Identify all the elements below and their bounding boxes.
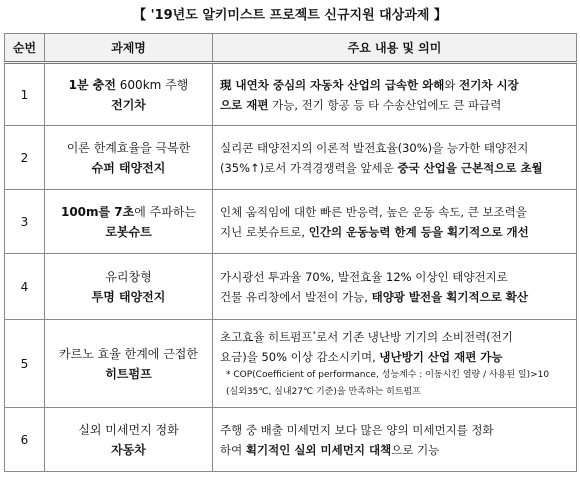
name-part: 로봇슈트: [105, 224, 152, 239]
desc-part: 로서 기존 냉난방 기기의 소비전력(전기: [316, 329, 513, 344]
table-header-row: [5, 34, 577, 63]
desc-part: 전기차 시장: [459, 77, 519, 92]
project-name: [45, 408, 213, 472]
table-row: [5, 190, 577, 254]
desc-part: 인체 움직임에 대한 빠른 반응력, 높은 운동 속도, 큰 보조력을: [220, 204, 527, 219]
project-name: [45, 63, 213, 126]
project-name: [45, 190, 213, 254]
desc-part: 가능, 전기 항공 등 타 수송산업에도 큰 파급력: [268, 97, 502, 112]
desc-part: 와: [444, 77, 460, 92]
project-table: [4, 33, 577, 472]
project-description: [213, 320, 577, 408]
desc-part: (35%↑)로서 가격경쟁력을 앞세운: [220, 160, 398, 175]
name-part: 이론 한계효율을 극복한: [66, 140, 191, 155]
desc-part: 실리콘 태양전지의 이론적 발전효율(30%)을 능가한 태양전지: [220, 140, 529, 155]
desc-part: 건물 유리창에서 발전이 가능,: [220, 289, 372, 304]
table-row: [5, 408, 577, 472]
project-description: [213, 126, 577, 190]
desc-part: 지닌 로봇슈트로,: [220, 224, 309, 239]
name-part: 600km 주행: [115, 77, 189, 92]
row-number: 1: [5, 63, 45, 126]
row-number: 4: [5, 254, 45, 320]
name-part: 유리창형: [105, 269, 152, 284]
desc-part: 으로 기능: [391, 442, 440, 457]
header-name: 과제명: [45, 34, 213, 63]
name-part: 실외 미세먼지 정화: [78, 422, 179, 437]
name-part: 카르노 효율 한계에 근접한: [59, 346, 198, 361]
row-number: 5: [5, 320, 45, 408]
project-name: [45, 254, 213, 320]
table-row: [5, 126, 577, 190]
footnote-line: * COP(Coefficient of performance, 성능계수 : 이동시킨 열량 / 사용된 일)>10: [226, 369, 550, 380]
header-desc: 주요 내용 및 의미: [213, 34, 577, 63]
name-part: 히트펌프: [105, 366, 152, 381]
row-number: 6: [5, 408, 45, 472]
document-title: 【 '19년도 알키미스트 프로젝트 신규지원 대상과제 】: [133, 8, 447, 23]
project-name: [45, 320, 213, 408]
desc-part: 하여: [220, 442, 246, 457]
row-number: 3: [5, 190, 45, 254]
project-description: [213, 63, 577, 126]
name-part: 에 주파하는: [134, 204, 197, 219]
desc-part: 주행 중 배출 미세먼지 보다 많은 양의 미세먼지를 정화: [220, 422, 494, 437]
project-description: [213, 408, 577, 472]
project-name: [45, 126, 213, 190]
name-part: 슈퍼 태양전지: [91, 160, 166, 175]
header-no: 순번: [5, 34, 45, 63]
desc-part: 태양광 발전을 획기적으로 확산: [371, 289, 529, 304]
desc-part: 획기적인 실외 미세먼지 대책: [245, 442, 392, 457]
name-part: 전기차: [111, 97, 146, 112]
project-description: [213, 190, 577, 254]
name-part: 1분 충전: [68, 77, 116, 92]
desc-part: 으로 재편: [220, 97, 269, 112]
desc-part: 인간의 운동능력 한계 등을 획기적으로 개선: [308, 224, 529, 239]
desc-part: 냉난방기 산업 재편 가능: [379, 349, 503, 364]
footnote-marker: *: [312, 329, 317, 338]
table-row: [5, 63, 577, 126]
name-part: 투명 태양전지: [91, 289, 166, 304]
table-row: [5, 254, 577, 320]
desc-part: 중국 산업을 근본적으로 초월: [397, 160, 543, 175]
name-part: 자동차: [111, 442, 146, 457]
name-part: 100m를 7초: [60, 204, 135, 219]
footnote-line: (실외35℃, 실내27℃ 기준)을 만족하는 히트펌프: [226, 386, 421, 397]
desc-part: 요금)을 50% 이상 감소시키며,: [220, 349, 380, 364]
desc-part: 現 내연차 중심의 자동차 산업의 급속한 와해: [220, 77, 445, 92]
row-number: 2: [5, 126, 45, 190]
project-description: [213, 254, 577, 320]
desc-part: 가시광선 투과율 70%, 발전효율 12% 이상인 태양전지로: [220, 269, 508, 284]
table-row: [5, 320, 577, 408]
desc-part: 초고효율 히트펌프: [220, 329, 313, 344]
